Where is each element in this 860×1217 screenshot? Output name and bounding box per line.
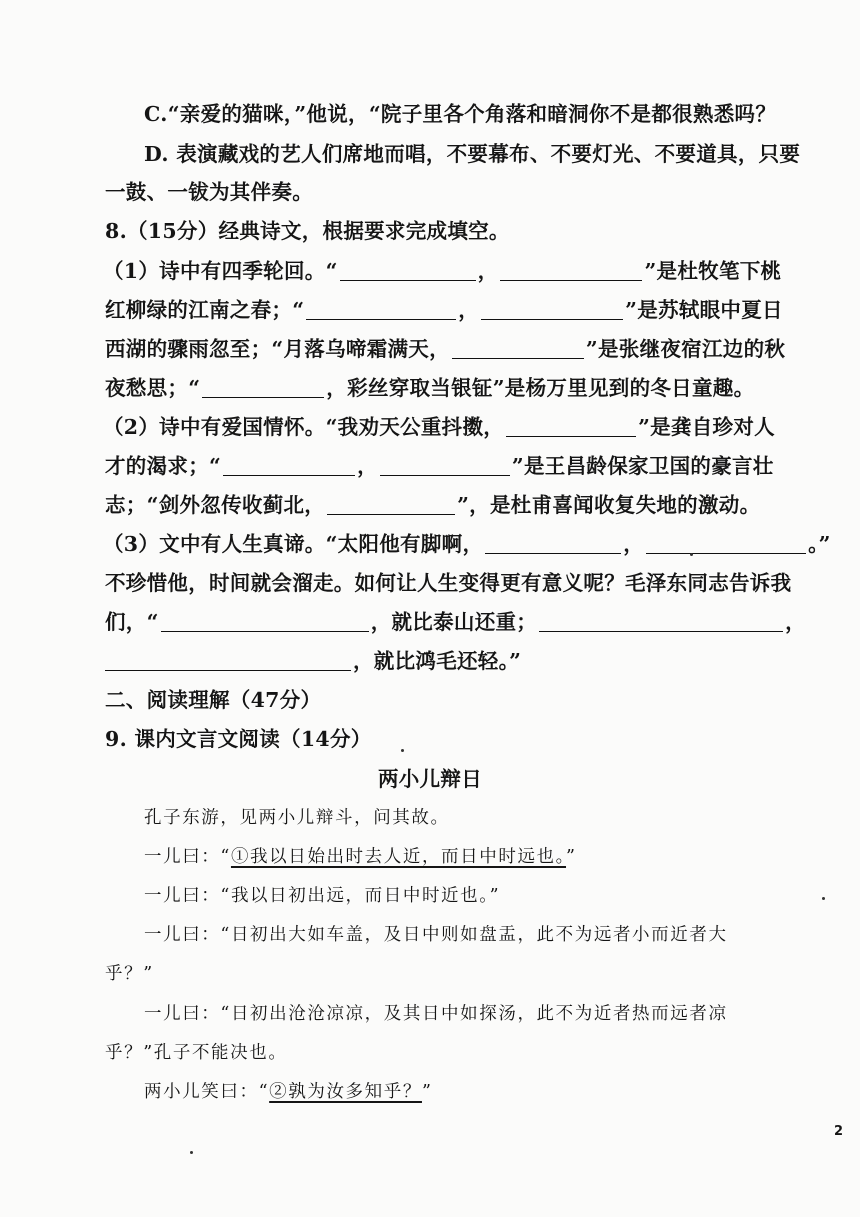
q8-part3-line2 (0, 569, 860, 597)
scan-speck (190, 1151, 193, 1154)
answer-blank[interactable] (380, 455, 510, 476)
answer-blank[interactable] (506, 416, 636, 437)
q8-text: ”是王昌龄保家卫国的豪言壮 (511, 454, 774, 478)
option-d-cont (0, 178, 860, 206)
question-9-heading (0, 725, 860, 753)
q8-text: 志；“剑外忽传收蓟北， (105, 493, 326, 517)
passage-para (0, 804, 860, 832)
q8-text: ，就比泰山还重； (370, 610, 538, 634)
q8-text: ，就比鸿毛还轻。” (353, 649, 522, 673)
passage-para (0, 1039, 860, 1067)
answer-blank[interactable] (646, 533, 806, 554)
option-d-text: D. 表演藏戏的艺人们席地而唱，不要幕布、不要灯光、不要道具，只要 (144, 142, 801, 166)
q8-text: ，彩丝穿取当银钲”是杨万里见到的冬日童趣。 (326, 376, 755, 400)
passage-text: 一儿曰：“日初出沧沧凉凉，及其日中如探汤，此不为近者热而远者凉 (144, 1004, 728, 1024)
answer-blank[interactable] (223, 455, 355, 476)
answer-blank[interactable] (452, 338, 584, 359)
option-c (0, 100, 860, 128)
scan-speck (822, 897, 825, 900)
answer-blank[interactable] (161, 611, 369, 632)
answer-blank[interactable] (539, 611, 783, 632)
passage-para (0, 960, 860, 988)
underlined-sentence-1: ①我以日始出时去人近，而日中时远也。 (230, 847, 567, 867)
q8-text: 夜愁思；“ (105, 376, 201, 400)
answer-blank[interactable] (202, 377, 324, 398)
answer-blank[interactable] (105, 650, 351, 671)
passage-title (0, 765, 860, 793)
answer-blank[interactable] (340, 260, 476, 281)
answer-blank[interactable] (327, 494, 455, 515)
q8-text: 红柳绿的江南之春；“ (105, 298, 305, 322)
passage-text: 孔子东游，见两小儿辩斗，问其故。 (144, 808, 450, 828)
q8-part2-line2 (0, 452, 860, 480)
q8-text: 才的渴求；“ (105, 454, 222, 478)
passage-para (0, 843, 860, 871)
option-d (0, 140, 860, 168)
q8-part2-line3 (0, 491, 860, 519)
q8-text: ， (623, 532, 645, 556)
q8-text: ， (458, 298, 480, 322)
answer-blank[interactable] (481, 299, 623, 320)
passage-para (0, 1078, 860, 1106)
passage-title-text: 两小儿辩日 (378, 767, 482, 791)
answer-blank[interactable] (485, 533, 621, 554)
passage-text: 乎？”孔子不能决也。 (105, 1043, 288, 1063)
q8-text: ， (477, 259, 499, 283)
question-9-text: 9. 课内文言文阅读（14分） (105, 727, 372, 751)
q8-part3-line3 (0, 608, 860, 636)
option-c-text: C.“亲爱的猫咪，”他说，“院子里各个角落和暗洞你不是都很熟悉吗？ (144, 102, 777, 126)
q8-text: ， (357, 454, 378, 478)
q8-text: （2）诗中有爱国情怀。“我劝天公重抖擞， (103, 415, 505, 439)
passage-text: 一儿曰：“ (144, 847, 231, 867)
passage-text: 一儿曰：“我以日初出远，而日中时近也。” (144, 886, 501, 906)
option-d-cont-text: 一鼓、一钹为其伴奏。 (105, 180, 313, 204)
q8-text: ”是苏轼眼中夏日 (625, 298, 783, 322)
q8-text: 们，“ (105, 610, 159, 634)
page-number: 2 (834, 1124, 844, 1139)
answer-blank[interactable] (500, 260, 642, 281)
passage-para (0, 1000, 860, 1028)
q8-part3-line1 (0, 530, 860, 558)
q8-text: 。” (808, 532, 831, 556)
scan-speck (690, 553, 693, 556)
q8-text: ”是张继夜宿江边的秋 (585, 337, 786, 361)
q8-text: 西湖的骤雨忽至；“月落乌啼霜满天， (105, 337, 450, 361)
passage-text: 一儿曰：“日初出大如车盖，及日中则如盘盂，此不为远者小而近者大 (144, 925, 728, 945)
underlined-sentence-2: ②孰为汝多知乎？ (269, 1082, 422, 1102)
passage-text: ” (421, 1082, 433, 1102)
scan-speck (401, 749, 404, 752)
section-2-heading (0, 686, 860, 714)
q8-part1-line2 (0, 296, 860, 324)
passage-text: 乎？” (105, 964, 154, 984)
passage-text: ” (566, 847, 577, 867)
q8-text: （1）诗中有四季轮回。“ (103, 259, 338, 283)
q8-text: （3）文中有人生真谛。“太阳他有脚啊， (103, 532, 484, 556)
question-8-text: 8.（15分）经典诗文，根据要求完成填空。 (105, 219, 510, 243)
q8-part1-line3 (0, 335, 860, 363)
q8-text: ”，是杜甫喜闻收复失地的激动。 (457, 493, 761, 517)
passage-para (0, 882, 860, 910)
question-8-heading (0, 217, 860, 245)
passage-para (0, 921, 860, 949)
q8-text: ， (785, 610, 806, 634)
q8-part1-line4 (0, 374, 860, 402)
q8-text: ”是龚自珍对人 (638, 415, 775, 439)
section-2-text: 二、阅读理解（47分） (105, 688, 322, 712)
answer-blank[interactable] (306, 299, 456, 320)
q8-text: 不珍惜他，时间就会溜走。如何让人生变得更有意义呢？毛泽东同志告诉我 (105, 571, 792, 595)
q8-part2-line1 (0, 413, 860, 441)
passage-text: 两小儿笑曰：“ (144, 1082, 270, 1102)
q8-part1-line1 (0, 257, 860, 285)
q8-part3-line4 (0, 647, 860, 675)
q8-text: ”是杜牧笔下桃 (644, 259, 782, 283)
